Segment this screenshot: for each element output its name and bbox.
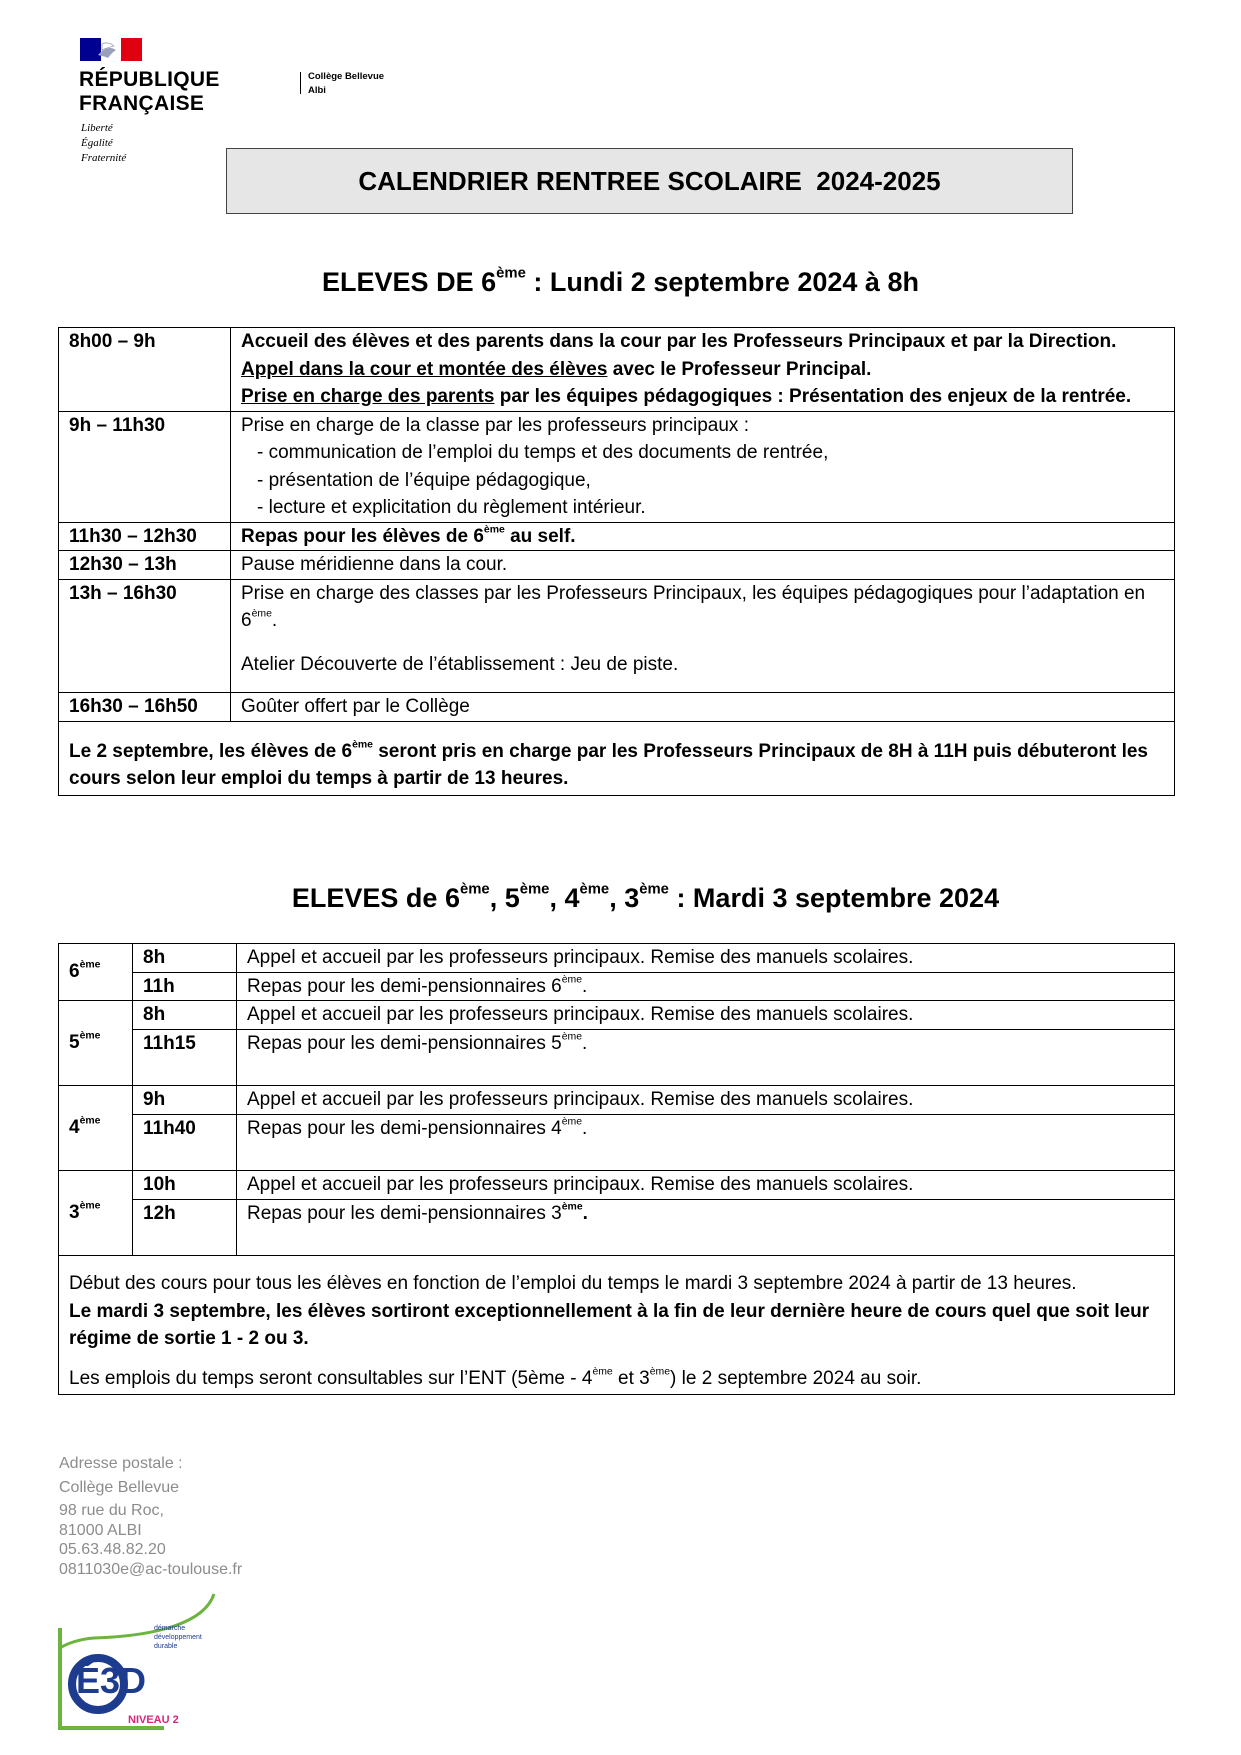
row-spacer: [247, 1227, 1164, 1255]
row5-atelier: Atelier Découverte de l’établissement : Jeu de piste.: [241, 653, 679, 675]
description-cell: [237, 1029, 1175, 1086]
time-cell: 8h00 – 9h: [59, 328, 231, 412]
section2-notes: [59, 1256, 1175, 1395]
description-cell: Appel et accueil par les professeurs principaux. Remise des manuels scolaires.: [237, 1086, 1175, 1115]
row-spacer: [247, 1142, 1164, 1170]
table-row: [59, 1199, 1175, 1256]
level-sup: ème: [79, 1030, 101, 1042]
time-cell: 13h – 16h30: [59, 579, 231, 693]
row3-sup: ème: [483, 524, 505, 536]
row3-text-end: au self.: [504, 525, 576, 547]
note-text-end: seront pris en charge par les Professeurs Principaux de 8H à 11H puis débuteront les cours selon leur emploi du temps à partir de 13 heures.: [69, 740, 1149, 789]
caption-line: durable: [154, 1643, 178, 1650]
table-row: [59, 1086, 1175, 1115]
level-num: 4: [69, 1117, 80, 1139]
table-row: [59, 1029, 1175, 1086]
college-name: Collège Bellevue: [308, 71, 385, 82]
table-row: [59, 551, 1175, 580]
republique-line1: RÉPUBLIQUE: [79, 68, 220, 91]
heading-part: ELEVES de 6: [291, 883, 460, 913]
table-row: [59, 522, 1175, 551]
level-cell: [59, 1171, 133, 1256]
table-row: [59, 972, 1175, 1001]
table-row: [59, 1001, 1175, 1030]
meal-text: Repas pour les demi-pensionnaires 5: [247, 1032, 562, 1054]
e3d-label-logo: [54, 1584, 224, 1732]
meal-text: Repas pour les demi-pensionnaires 3: [247, 1202, 562, 1224]
section1-heading: [0, 267, 1241, 298]
note-text: Le 2 septembre, les élèves de 6: [69, 740, 353, 762]
row1-line2: [241, 356, 1164, 384]
description-cell: Appel et accueil par les professeurs principaux. Remise des manuels scolaires.: [237, 1171, 1175, 1200]
college-city: Albi: [308, 85, 326, 96]
row1-line3-underlined: Prise en charge des parents: [241, 386, 495, 407]
caption-line: démarche: [154, 1625, 186, 1632]
description-cell: [237, 1114, 1175, 1171]
time-cell: 11h30 – 12h30: [59, 522, 231, 551]
heading-part: , 5: [489, 883, 520, 913]
section2-heading: [0, 883, 1241, 914]
meal-sup: ème: [561, 1116, 583, 1128]
heading-date: : Mardi 3 septembre 2024: [668, 883, 1000, 913]
list-item: - lecture et explicitation du règlement intérieur.: [257, 497, 646, 518]
description-cell: [231, 522, 1175, 551]
table-row: [59, 693, 1175, 722]
description-cell: Goûter offert par le Collège: [231, 693, 1175, 722]
time-cell: 12h30 – 13h: [59, 551, 231, 580]
meal-sup: ème: [561, 974, 583, 986]
motto-fraternite: Fraternité: [81, 152, 127, 164]
meal-end: .: [582, 975, 588, 997]
table-row: [59, 328, 1175, 412]
row1-line2-underlined: Appel dans la cour et montée des élèves: [241, 358, 608, 380]
heading-sup: ème: [639, 881, 669, 898]
level-num: 5: [69, 1032, 80, 1054]
row5-text: [241, 580, 1164, 635]
republic-motto: [81, 121, 126, 166]
meal-end: .: [582, 1032, 588, 1054]
time-cell: 11h: [133, 972, 237, 1001]
row3-text: Repas pour les élèves de 6: [241, 525, 484, 547]
time-cell: 9h – 11h30: [59, 411, 231, 522]
note-ent-sup: ème: [592, 1366, 613, 1378]
time-cell: 16h30 – 16h50: [59, 693, 231, 722]
address-city: 81000 ALBI: [59, 1521, 142, 1539]
e3d-level: NIVEAU 2: [128, 1714, 179, 1726]
section1-heading-date: : Lundi 2 septembre 2024 à 8h: [525, 267, 919, 297]
time-cell: 11h15: [133, 1029, 237, 1086]
note-ent-text: et 3: [612, 1367, 650, 1389]
time-cell: 9h: [133, 1086, 237, 1115]
list-item: - communication de l’emploi du temps et des documents de rentrée,: [257, 442, 829, 463]
note-ent-sup: ème: [649, 1366, 671, 1378]
table-row: [59, 579, 1175, 693]
note-ent-text: ) le 2 septembre 2024 au soir.: [670, 1367, 922, 1389]
e3d-caption: [154, 1624, 202, 1651]
time-cell: 10h: [133, 1171, 237, 1200]
schedule-table-all-levels: [58, 943, 1175, 1395]
heading-sup: ème: [519, 881, 550, 898]
heading-part: , 3: [609, 883, 640, 913]
heading-sup: ème: [459, 881, 490, 898]
description-cell: [231, 328, 1175, 412]
meal-sup: ème: [561, 1031, 583, 1043]
description-cell: [237, 972, 1175, 1001]
level-sup: ème: [79, 959, 101, 971]
section1-note: [59, 721, 1175, 795]
row1-line2-rest: avec le Professeur Principal.: [607, 358, 872, 380]
note-sortie: Le mardi 3 septembre, les élèves sortiront exceptionnellement à la fin de leur dernière heure de cours quel que soit leur régime de sortie 1 - 2 ou 3.: [69, 1300, 1150, 1349]
table-row: [59, 411, 1175, 522]
table-row: [59, 1256, 1175, 1395]
note-cours-start: Début des cours pour tous les élèves en fonction de l’emploi du temps le mardi 3 septembre 2024 à partir de 13 heures.: [69, 1273, 1077, 1294]
time-cell: 11h40: [133, 1114, 237, 1171]
republique-line2: FRANÇAISE: [79, 92, 205, 115]
time-cell: 8h: [133, 1001, 237, 1030]
level-sup: ème: [79, 1115, 101, 1127]
row5-text-main: Prise en charge des classes par les Professeurs Principaux, les équipes pédagogiques pour l’adaptation en 6: [241, 582, 1146, 631]
table-row: [59, 944, 1175, 973]
time-cell: 8h: [133, 944, 237, 973]
address-street: 98 rue du Roc,: [59, 1502, 164, 1519]
row2-intro: Prise en charge de la classe par les professeurs principaux :: [241, 414, 749, 436]
table-row: [59, 721, 1175, 795]
republique-francaise-wordmark: [79, 68, 220, 116]
meal-sup: ème: [561, 1201, 583, 1213]
row1-line1: Accueil des élèves et des parents dans la cour par les Professeurs Principaux et par la Direction.: [241, 331, 1117, 352]
description-cell: [231, 579, 1175, 693]
address-name: Collège Bellevue: [59, 1478, 180, 1496]
marianne-flag-logo: [80, 38, 142, 61]
level-cell: [59, 944, 133, 1001]
header-separator: [300, 72, 301, 94]
e3d-letters: É3D: [76, 1660, 147, 1701]
description-cell: Pause méridienne dans la cour.: [231, 551, 1175, 580]
description-cell: [237, 1199, 1175, 1256]
level-num: 3: [69, 1202, 80, 1224]
level-cell: [59, 1086, 133, 1171]
row1-line3-rest: par les équipes pédagogiques : Présentation des enjeux de la rentrée.: [494, 386, 1132, 407]
heading-sup: ème: [579, 881, 610, 898]
level-sup: ème: [79, 1200, 101, 1212]
row5-sup: ème: [251, 608, 272, 620]
college-identity: [308, 70, 384, 98]
table-row: [59, 1171, 1175, 1200]
address-label: Adresse postale :: [59, 1455, 183, 1472]
motto-liberte: Liberté: [81, 122, 113, 134]
motto-egalite: Égalité: [81, 137, 113, 149]
schedule-table-6eme: [58, 327, 1175, 796]
meal-end: .: [582, 1202, 588, 1224]
row5-text-end: .: [271, 610, 278, 631]
section1-heading-sup: ème: [496, 265, 526, 282]
time-cell: 12h: [133, 1199, 237, 1256]
note-sup: ème: [352, 739, 373, 751]
meal-end: .: [582, 1117, 588, 1139]
address-email: 0811030e@ac-toulouse.fr: [59, 1560, 243, 1578]
document-title: CALENDRIER RENTREE SCOLAIRE 2024-2025: [226, 148, 1073, 214]
meal-text: Repas pour les demi-pensionnaires 4: [247, 1117, 562, 1139]
table-row: [59, 1114, 1175, 1171]
level-cell: [59, 1001, 133, 1086]
description-cell: [231, 411, 1175, 522]
note-ent-text: Les emplois du temps seront consultables sur l’ENT (5ème - 4: [69, 1367, 593, 1389]
list-item: - présentation de l’équipe pédagogique,: [257, 469, 591, 491]
meal-text: Repas pour les demi-pensionnaires 6: [247, 975, 562, 997]
heading-part: , 4: [549, 883, 580, 913]
address-phone: 05.63.48.82.20: [59, 1541, 166, 1558]
row-spacer: [247, 1057, 1164, 1085]
postal-address: [59, 1454, 242, 1579]
description-cell: Appel et accueil par les professeurs principaux. Remise des manuels scolaires.: [237, 1001, 1175, 1030]
caption-line: développement: [154, 1634, 202, 1641]
description-cell: Appel et accueil par les professeurs principaux. Remise des manuels scolaires.: [237, 944, 1175, 973]
section1-heading-text: ELEVES DE 6: [322, 267, 497, 297]
row1-line3: [241, 383, 1164, 411]
note-ent: [69, 1365, 1164, 1393]
level-num: 6: [69, 961, 80, 983]
